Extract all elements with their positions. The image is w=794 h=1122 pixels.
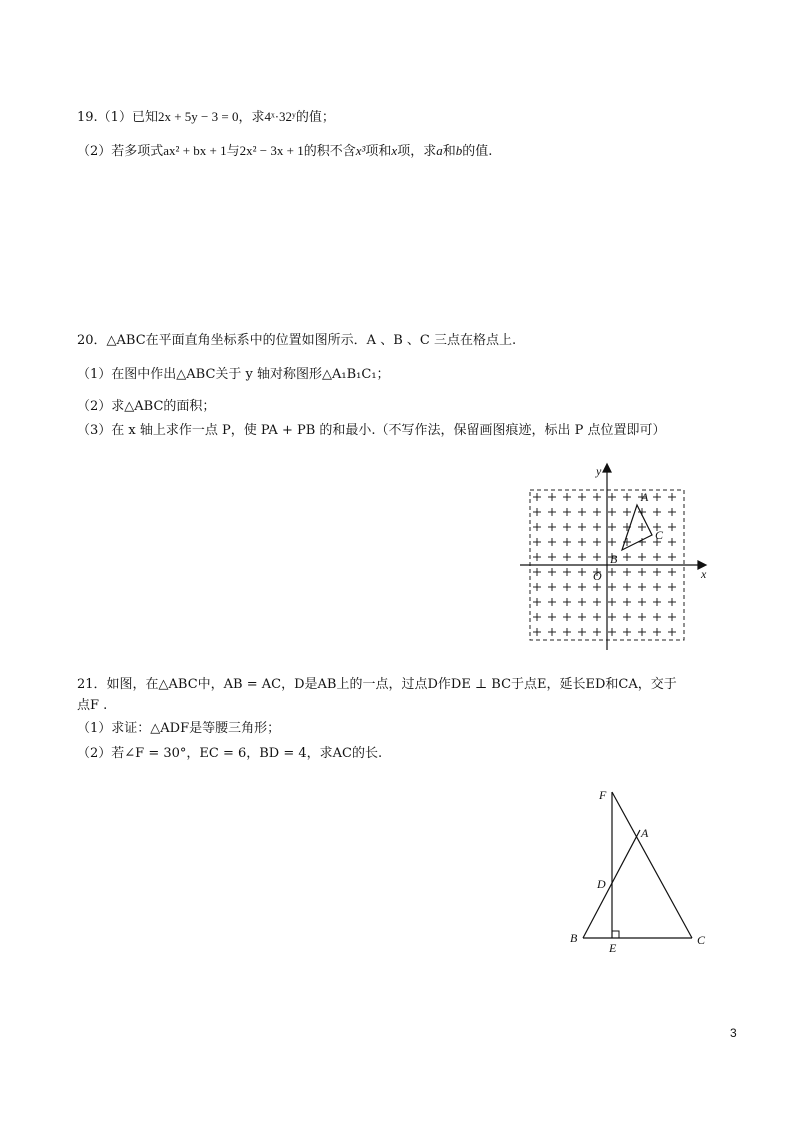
page-number: 3 [730,1026,737,1040]
q19-p1-prefix: 19.（1）已知 [77,110,158,125]
q19-p1-expression: 4ˣ·32ʸ [264,109,296,124]
right-angle-mark-icon [612,931,619,938]
q21-triangle-figure [565,780,725,960]
q19-p2-prefix: （2）若多项式 [77,144,164,159]
q21-part2: （2）若∠F = 30°，EC = 6，BD = 4，求AC的长. [77,746,383,761]
point-a-label: A [641,826,649,840]
point-e-label: E [609,941,617,955]
q19-p2-with: 与 [226,144,240,159]
q21-stem-line2: 点F . [77,698,108,713]
point-f-label: F [599,788,607,802]
q21-part1: （1）求证：△ADF是等腰三角形； [77,721,281,736]
q19-part2 [77,142,492,161]
q19-p2-polynomial-2: 2x² − 3x + 1 [239,143,304,158]
q21-stem-line1: 21．如图，在△ABC中，AB = AC，D是AB上的一点，过点D作DE ⊥ BC于点E，延长ED和CA，交于 [77,677,677,692]
q19-p2-and: 和 [442,144,456,159]
q20-part3: （3）在 x 轴上求作一点 P，使 PA + PB 的和最小.（不写作法，保留画图痕迹，标出 P 点位置即可） [77,423,666,438]
point-b-label: B [570,931,578,945]
point-c-label: C [655,528,664,542]
q19-part1 [77,108,335,127]
origin-label: O [593,569,602,583]
q19-p2-mid2: 项和 [365,144,392,159]
q20-part1: （1）在图中作出△ABC关于 y 轴对称图形△A₁B₁C₁； [77,367,390,382]
point-a-label: A [641,490,649,504]
q19-p2-polynomial-1: ax² + bx + 1 [163,143,227,158]
point-d-label: D [597,877,606,891]
q19-p2-mid3: 项，求 [397,144,437,159]
x-axis-label: x [701,567,707,581]
q19-p1-mid: ，求 [238,110,265,125]
segment-cf [612,792,692,938]
q20-stem: 20．△ABC在平面直角坐标系中的位置如图所示．A 、B 、C 三点在格点上. [77,333,517,348]
q19-p2-mid1: 的积不含 [303,144,356,159]
y-axis-label: y [596,464,602,478]
point-c-label: C [697,933,706,947]
point-b-label: B [610,552,618,566]
y-axis-arrow-icon [603,464,611,472]
q19-p2-suffix: 的值. [462,144,493,159]
q20-coordinate-grid-figure [510,460,710,655]
q19-p2-a: a [436,143,443,158]
q19-p2-b: b [455,143,463,158]
q19-p1-suffix: 的值； [295,110,335,125]
q19-p2-term1: x³ [355,143,366,158]
q19-p2-term2: x [391,143,398,158]
q19-p1-equation: 2x + 5y − 3 = 0 [157,109,239,124]
q20-part2: （2）求△ABC的面积； [77,399,216,414]
